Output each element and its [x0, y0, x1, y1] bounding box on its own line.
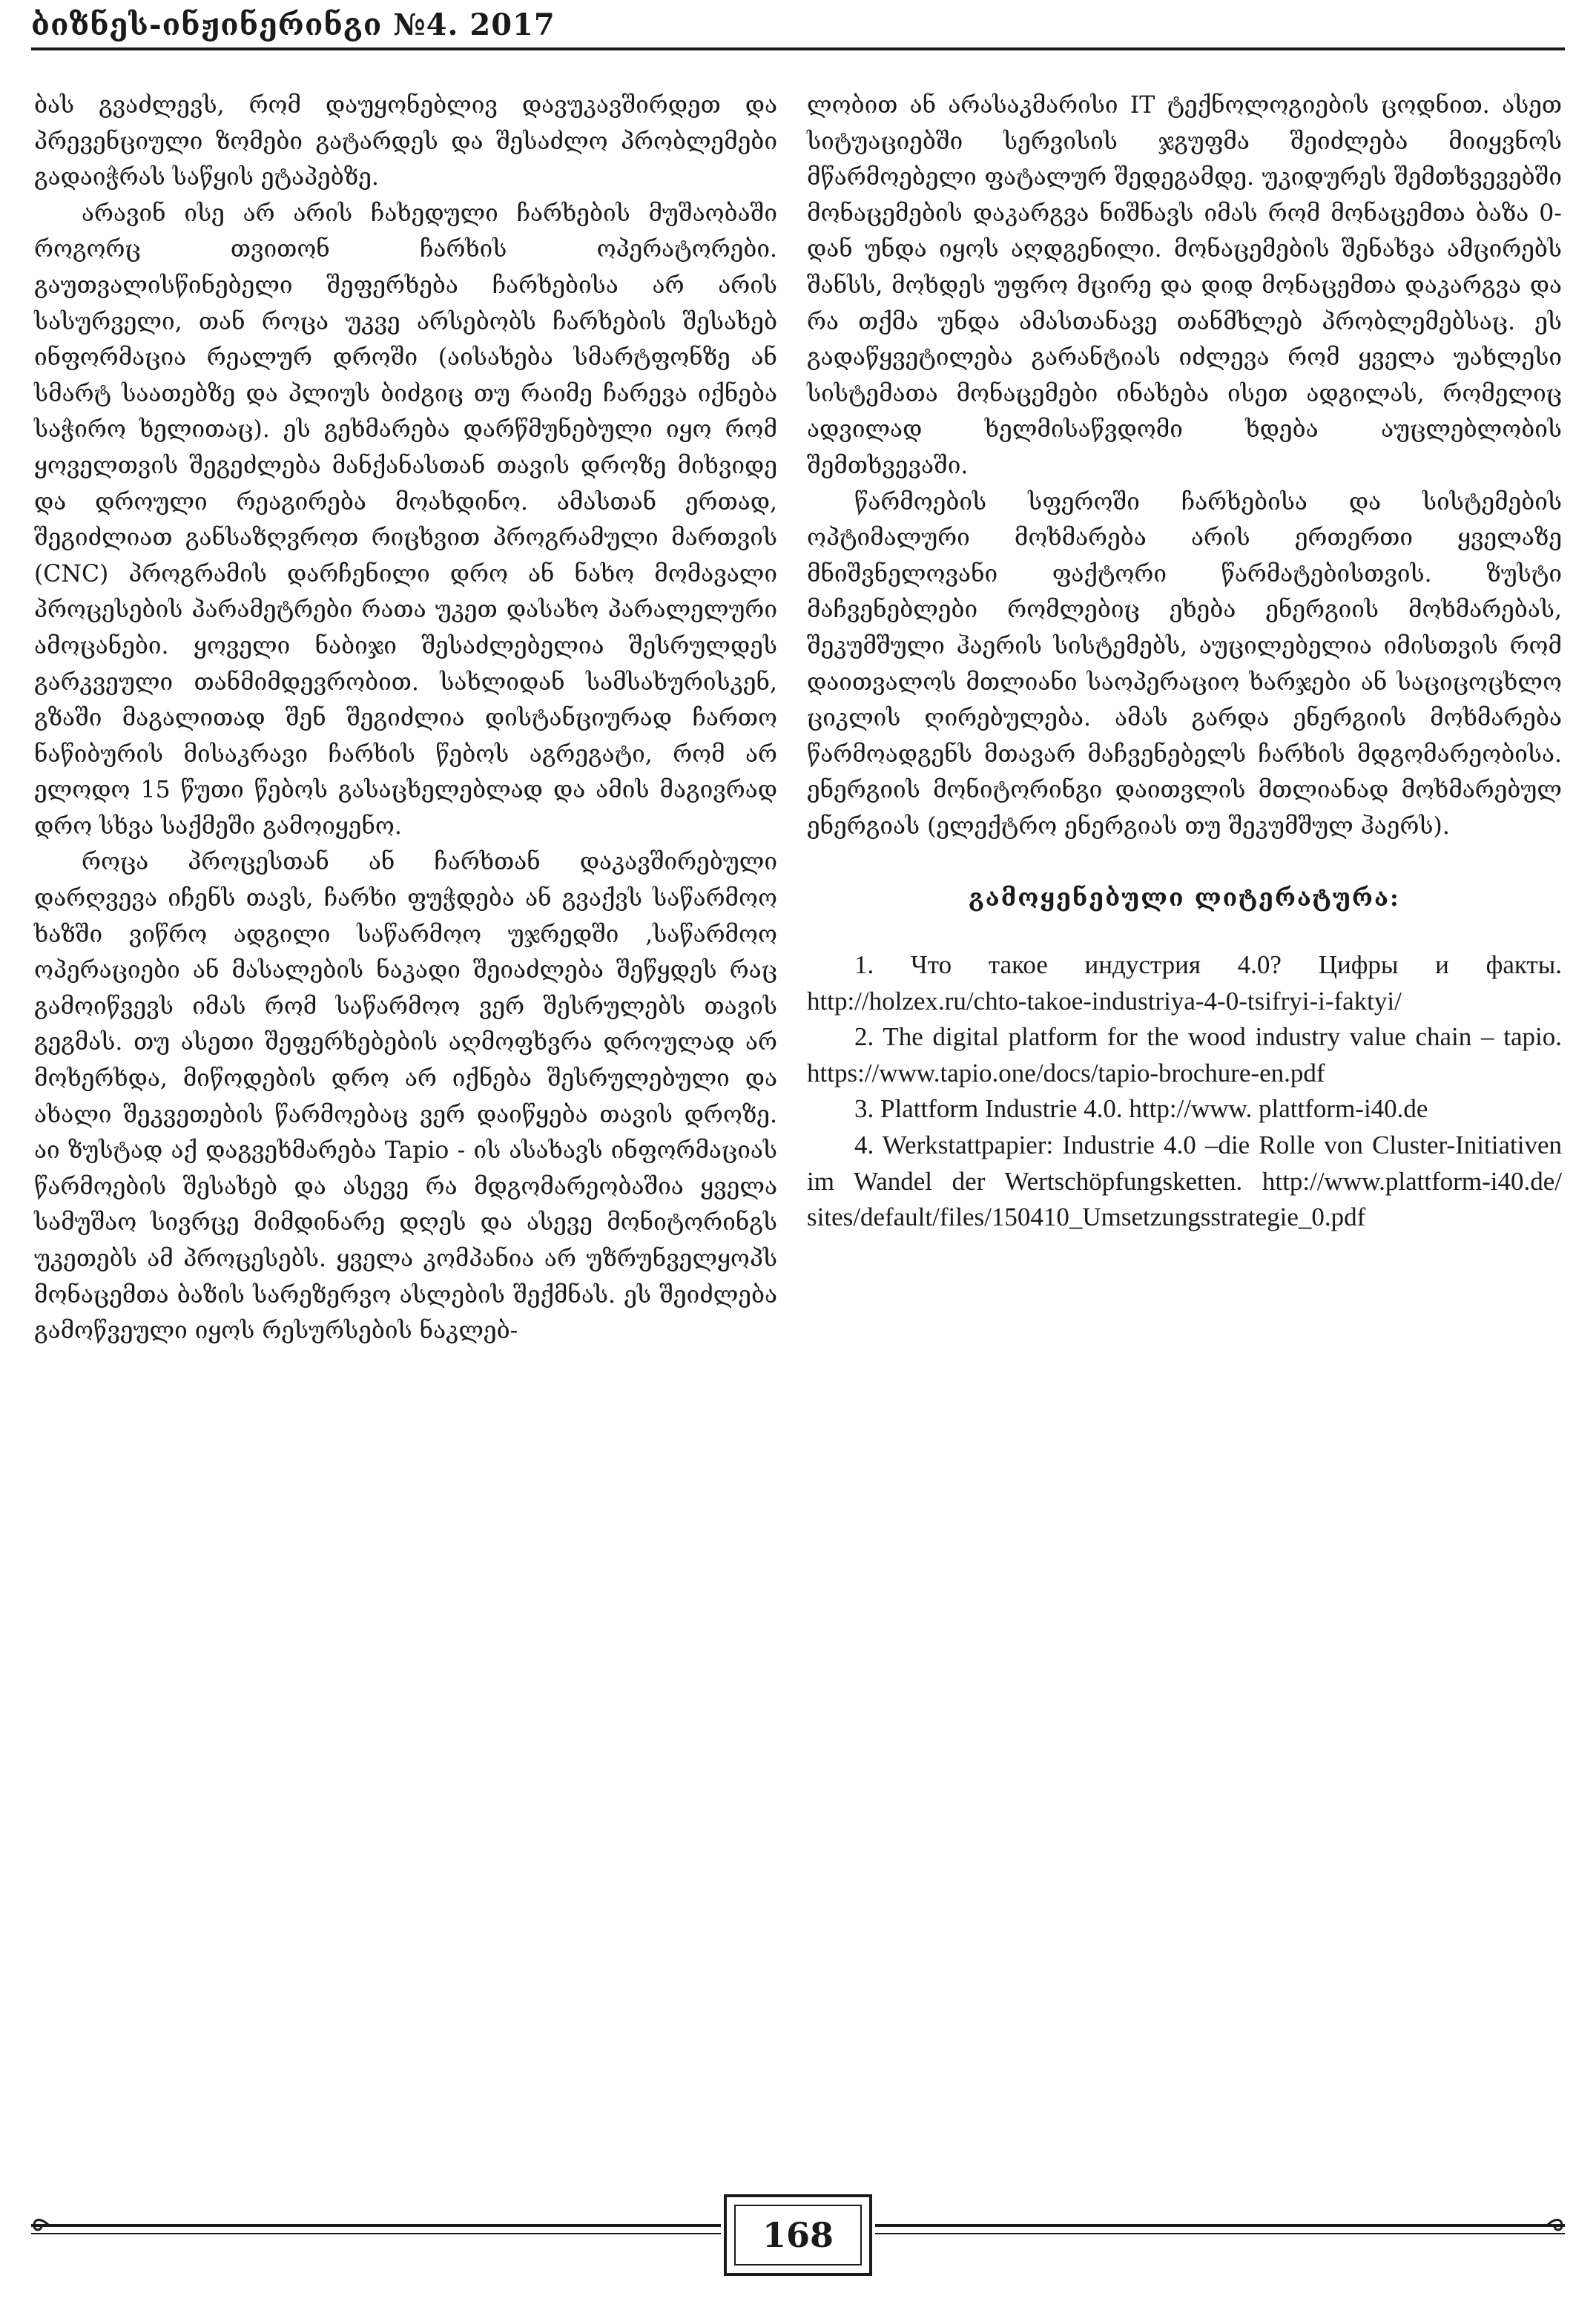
journal-title: ბიზნეს-ინჟინერინგი №4. 2017 [31, 7, 555, 42]
left-column [34, 88, 777, 1349]
paragraph: ლობით ან არასაკმარისი IT ტექნოლოგიების ცოდნით. ასეთ სიტუაციებში სერვისის ჯგუფმა შეიძლება მიიყვნოს მწარმოებელი ფატალურ შედეგამდე. უკიდურეს შემთხვევებში მონაცემების დაკარგვა ნიშნავს იმას რომ მონაცემთა ბაზა 0-დან უნდა იყოს აღდგენილი. მონაცემების შენახვა ამცირებს შანსს, მოხდეს უფრო მცირე და დიდ მონაცემთა დაკარგვა და რა თქმა უნდა ამასთანავე თანმხლებ პრობლემებსაც. ეს გადაწყვეტილება გარანტიას იძლევა რომ ყველა უახლესი სისტემათა მონაცემები ინახება ისეთ ადგილას, რომელიც ადვილად ხელმისაწვდომი ხდება აუცლებლობის შემთხვევაში. [807, 92, 1562, 479]
right-column [807, 88, 1562, 1236]
footer-rule-left-thin [31, 2233, 721, 2234]
footer-rule-right [875, 2224, 1565, 2227]
paragraph: წარმოების სფეროში ჩარხებისა და სისტემების ოპტიმალური მოხმარება არის ერთერთი ყველაზე მნიშვნელოვანი ფაქტორი წარმატებისთვის. ზუსტი მაჩვენებლები რომლებიც ეხება ენერგიის მოხმარებას, შეკუმშული ჰაერის სისტემებს, აუცილებელია იმისთვის რომ დაითვალოს მთლიანი საოპერაციო ხარჯები ან საციცოცხლო ციკლის ღირებულება. ამას გარდა ენერგიის მოხმარება წარმოადგენს მთავარ მაჩვენებელს ჩარხის მდგომარეობისა. ენერგიის მონიტორინგი დაითვლის მთლიანად მოხმარებულ ენერგიას (ელექტრო ენერგიას თუ შეკუმშულ ჰაერს). [807, 488, 1562, 840]
references-heading: გამოყენებული ლიტერატურა: [969, 883, 1400, 912]
paragraph: არავინ ისე არ არის ჩახედული ჩარხების მუშაობაში როგორც თვითონ ჩარხის ოპერატორები. გაუთვალისწინებელი შეფერხება ჩარხებისა არ არის სასურველი, თან როცა უკვე არსებობს ჩარხების შესახებ ინფორმაცია რეალურ დროში (აისახება სმარტფონზე ან სმარტ საათებზე და პლიუს ბიძგიც თუ რაიმე ჩარევა იქნება საჭირო ხელითაც). ეს გეხმარება დარწმუნებული იყო რომ ყოველთვის შეგეძლება მანქანასთან თავის დროზე მიხვიდე და დროული რეაგირება მოახდინო. ამასთან ერთად, შეგიძლიათ განსაზღვროთ რიცხვით პროგრამული მართვის (CNC) პროგრამის დარჩენილი დრო ან ნახო მომავალი პროცესების პარამეტრები რათა უკეთ დასახო პარალელური ამოცანები. ყოველი ნაბიჯი შესაძლებელია შესრულდეს გარკვეული თანმიმდევრობით. სახლიდან სამსახურისკენ, გზაში მაგალითად შენ შეგიძლია დისტანციურად ჩართო ნაწიბურის მისაკრავი ჩარხის წებოს აგრეგატი, რომ არ ელოდო 15 წუთი წებოს გასაცხელებლად და ამის მაგივრად დრო სხვა საქმეში გამოიყენო. [34, 200, 777, 840]
page-number: 168 [762, 2215, 834, 2255]
footer-rule-left [31, 2224, 721, 2227]
reference-item: 2. The digital platform for the wood industry value chain – tapio. https://www.tapio.one/docs/tapio-brochure-en.pdf [807, 1022, 1562, 1087]
references-list [807, 947, 1562, 1236]
paragraph: ბას გვაძლევს, რომ დაუყონებლივ დავუკავშირდეთ და პრევენციული ზომები გატარდეს და შესაძლო პრობლემები გადაიჭრას საწყის ეტაპებზე. [34, 92, 777, 191]
page-header [31, 4, 1565, 50]
page-number-box [724, 2194, 872, 2276]
reference-item: 4. Werkstattpapier: Industrie 4.0 –die Rolle von Cluster-Initiativen im Wandel der Wertschöpfungsketten. http://www.plattform-i40.de/ sites/default/files/150410_Umsetzungsstrategie_0.pdf [807, 1131, 1562, 1232]
reference-item: 3. Plattform Industrie 4.0. http://www. plattform-i40.de [854, 1094, 1428, 1124]
ornament-left-icon [31, 2215, 50, 2236]
paragraph: როცა პროცესთან ან ჩარხთან დაკავშირებული დარღვევა იჩენს თავს, ჩარხი ფუჭდება ან გვაქვს საწარმოო ხაზში ვიწრო ადგილი საწარმოო უჯრედში ,საწარმოო ოპერაციები ან მასალების ნაკადი შეიაძლება შეწყდეს რაც გამოიწვევს იმას რომ საწარმოო ვერ შესრულებს თავის გეგმას. თუ ასეთი შეფერხებების აღმოფხვრა დროულად არ მოხერხდა, მიწოდების დრო არ იქნება შესრულებული და ახალი შეკვეთების წარმოებაც ვერ დაიწყება თავის დროზე. აი ზუსტად აქ დაგვეხმარება Tapio - ის ასახავს ინფორმაციას წარმოების შესახებ და ასევე რა მდგომარეობაშია ყველა სამუშაო სივრცე მიმდინარე დღეს და ასევე მონიტორინგს უკეთებს ამ პროცესებს. ყველა კომპანია არ უზრუნველყოპს მონაცემთა ბაზის სარეზერვო ასლების შექმნას. ეს შეიძლება გამოწვეული იყოს რესურსების ნაკლებ- [34, 849, 777, 1345]
footer-rule-right-thin [875, 2233, 1565, 2234]
page-footer [31, 2179, 1565, 2291]
ornament-right-icon [1546, 2215, 1565, 2236]
reference-item: 1. Что такое индустрия 4.0? Цифры и факты. http://holzex.ru/chto-takoe-industriya-4-0-tsifryi-i-faktyi/ [807, 950, 1562, 1016]
